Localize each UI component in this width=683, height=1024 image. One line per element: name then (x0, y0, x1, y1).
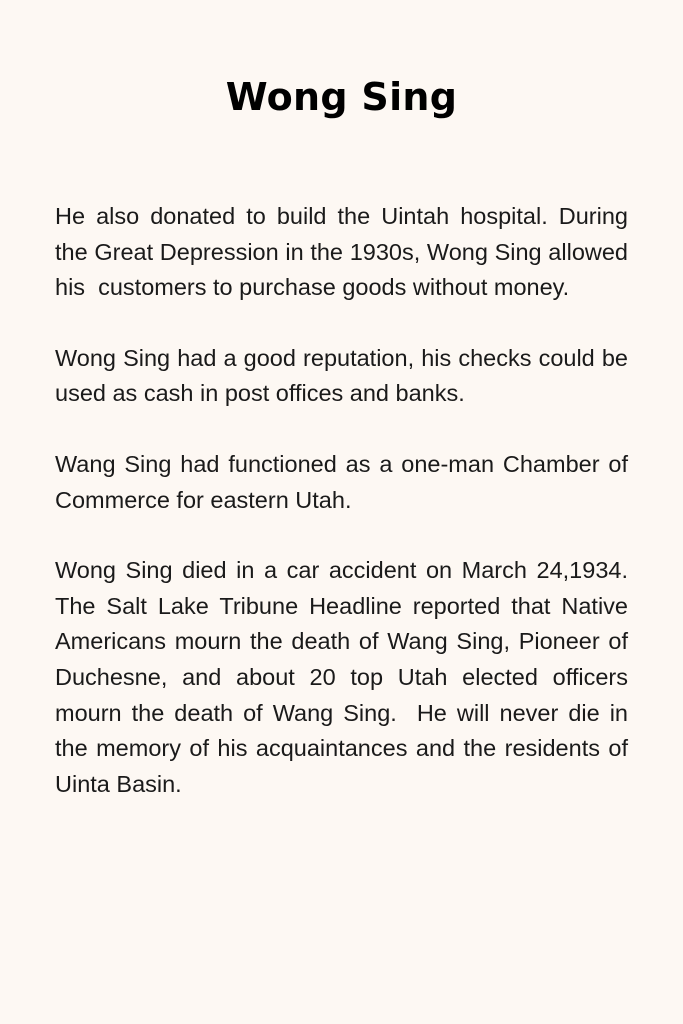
paragraph-death: Wong Sing died in a car accident on March 24,1934. The Salt Lake Tribune Headline reported that Native Americans mourn the death of Wang Sing, Pioneer of Duchesne, and about 20 top Utah elected officers mourn the death of Wang Sing. He will never die in the memory of his acquaintances and the residents of Uinta Basin. (55, 557, 635, 797)
paragraph-hospital-donation: He also donated to build the Uintah hospital. During the Great Depression in the 1930s, Wong Sing allowed his customers to purchase goods without money. (55, 203, 635, 301)
page-title: Wong Sing (225, 75, 458, 119)
paragraph-chamber-of-commerce: Wang Sing had functioned as a one-man Chamber of Commerce for eastern Utah. (55, 450, 635, 513)
paragraph-reputation: Wong Sing had a good reputation, his checks could be used as cash in post offices and banks. (55, 344, 635, 407)
article-body (55, 199, 635, 802)
